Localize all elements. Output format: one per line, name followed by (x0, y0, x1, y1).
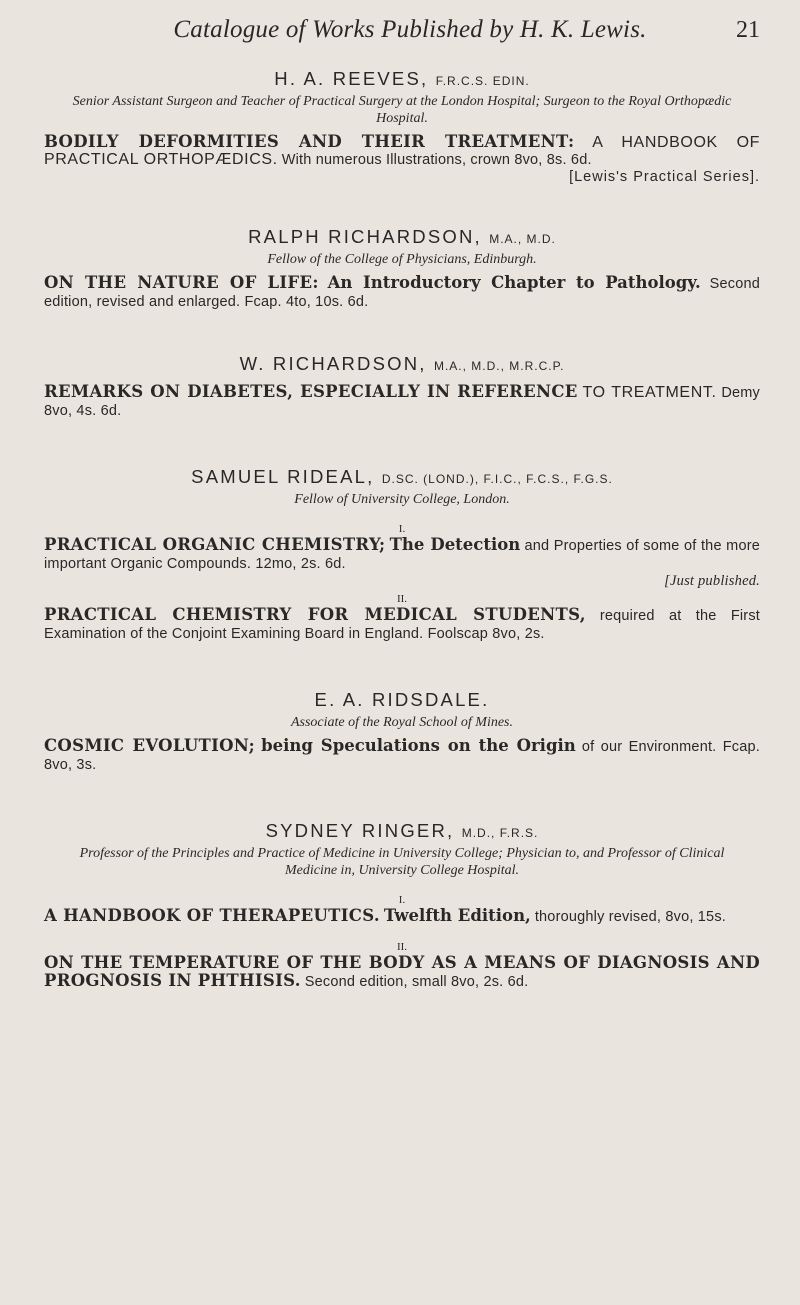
series-note: [Lewis's Practical Series]. (569, 169, 760, 185)
book-title: ON THE NATURE OF LIFE: (44, 273, 319, 292)
work-numeral: I. (398, 523, 406, 535)
book-subtitle: being Speculations on the Origin (261, 736, 576, 755)
book-title: REMARKS ON DIABETES, ESPECIALLY IN REFERENCE (44, 382, 578, 401)
author-degrees: M.A., M.D. (489, 232, 556, 246)
book-details: Demy 8vo, 4s. 6d. (44, 385, 761, 419)
author-name: SYDNEY RINGER, M.D., F.R.S. (265, 820, 539, 841)
entry-reeves (44, 68, 760, 186)
book-title: PRACTICAL ORGANIC CHEMISTRY; (44, 535, 386, 554)
author-role: Senior Assistant Surgeon and Teacher of Practical Surgery at the London Hospital; Surgeon to the Royal Orthopædic Hospital. (72, 94, 732, 126)
entry-rideal (44, 466, 760, 643)
book-details: Second edition, revised and enlarged. Fcap. 4to, 10s. 6d. (44, 276, 761, 310)
author-role: Professor of the Principles and Practice of Medicine in University College; Physician to, and Professor of Clinical Medicine in, University College Hospital. (79, 846, 725, 878)
book-entry (44, 133, 760, 169)
author-degrees: D.SC. (LOND.), F.I.C., F.C.S., F.G.S. (381, 472, 613, 486)
running-title: Catalogue of Works Published by H. K. Lewis. (173, 16, 647, 43)
book-details: and Properties of some of the more important Organic Compounds. 12mo, 2s. 6d. (44, 538, 761, 572)
book-entry (44, 274, 760, 311)
book-subtitle: A HANDBOOK OF PRACTICAL ORTHOPÆDICS. (44, 134, 761, 168)
book-title: COSMIC EVOLUTION; (44, 736, 255, 755)
page-number: 21 (736, 17, 760, 43)
author-degrees: F.R.C.S. EDIN. (435, 74, 530, 88)
book-details: Second edition, small 8vo, 2s. 6d. (304, 974, 529, 990)
book-entry (44, 907, 760, 926)
entry-ridsdale (44, 689, 760, 774)
work-numeral: I. (398, 894, 406, 906)
author-role: Associate of the Royal School of Mines. (290, 715, 513, 730)
book-entry (44, 954, 760, 991)
book-subtitle: The Detection (389, 535, 521, 554)
book-entry (44, 737, 760, 774)
author-name: SAMUEL RIDEAL, D.SC. (LOND.), F.I.C., F.C.S., F.G.S. (191, 466, 613, 487)
work-numeral: II. (396, 593, 408, 605)
book-entry (44, 383, 760, 420)
entry-ringer (44, 820, 760, 991)
work-numeral: II. (396, 941, 408, 953)
book-subtitle: TO TREATMENT. (582, 384, 717, 401)
author-name: RALPH RICHARDSON, M.A., M.D. (248, 226, 556, 247)
author-name: E. A. RIDSDALE. (314, 689, 490, 710)
author-degrees: M.D., F.R.S. (461, 826, 539, 840)
author-degrees: M.A., M.D., M.R.C.P. (433, 359, 565, 373)
author-name: H. A. REEVES, F.R.C.S. EDIN. (274, 68, 530, 89)
book-entry (44, 536, 760, 573)
entry-w-richardson (44, 353, 760, 420)
book-title: A HANDBOOK OF THERAPEUTICS. (44, 906, 380, 925)
book-details: of our Environment. Fcap. 8vo, 3s. (44, 739, 761, 773)
author-name: W. RICHARDSON, M.A., M.D., M.R.C.P. (239, 353, 565, 374)
book-title: ON THE TEMPERATURE OF THE BODY AS A MEANS OF DIAGNOSIS AND PROGNOSIS IN PHTHISIS. (44, 953, 760, 990)
book-details: thoroughly revised, 8vo, 15s. (534, 909, 726, 925)
book-subtitle: Twelfth Edition, (383, 906, 531, 925)
book-details: With numerous Illustrations, crown 8vo, 8s. 6d. (281, 152, 592, 168)
book-details: required at the First Examination of the Conjoint Examining Board in England. Foolscap 8vo, 2s. (44, 608, 761, 642)
book-title: BODILY DEFORMITIES AND THEIR TREATMENT: (44, 132, 575, 151)
author-role: Fellow of University College, London. (294, 492, 510, 507)
book-title: PRACTICAL CHEMISTRY FOR MEDICAL STUDENTS, (44, 605, 586, 624)
book-entry (44, 606, 760, 643)
running-head (44, 16, 760, 56)
book-subtitle: An Introductory Chapter to Pathology. (327, 273, 701, 292)
entry-ralph-richardson (44, 226, 760, 311)
publication-note: [Just published. (664, 573, 760, 589)
author-role: Fellow of the College of Physicians, Edinburgh. (267, 252, 537, 267)
